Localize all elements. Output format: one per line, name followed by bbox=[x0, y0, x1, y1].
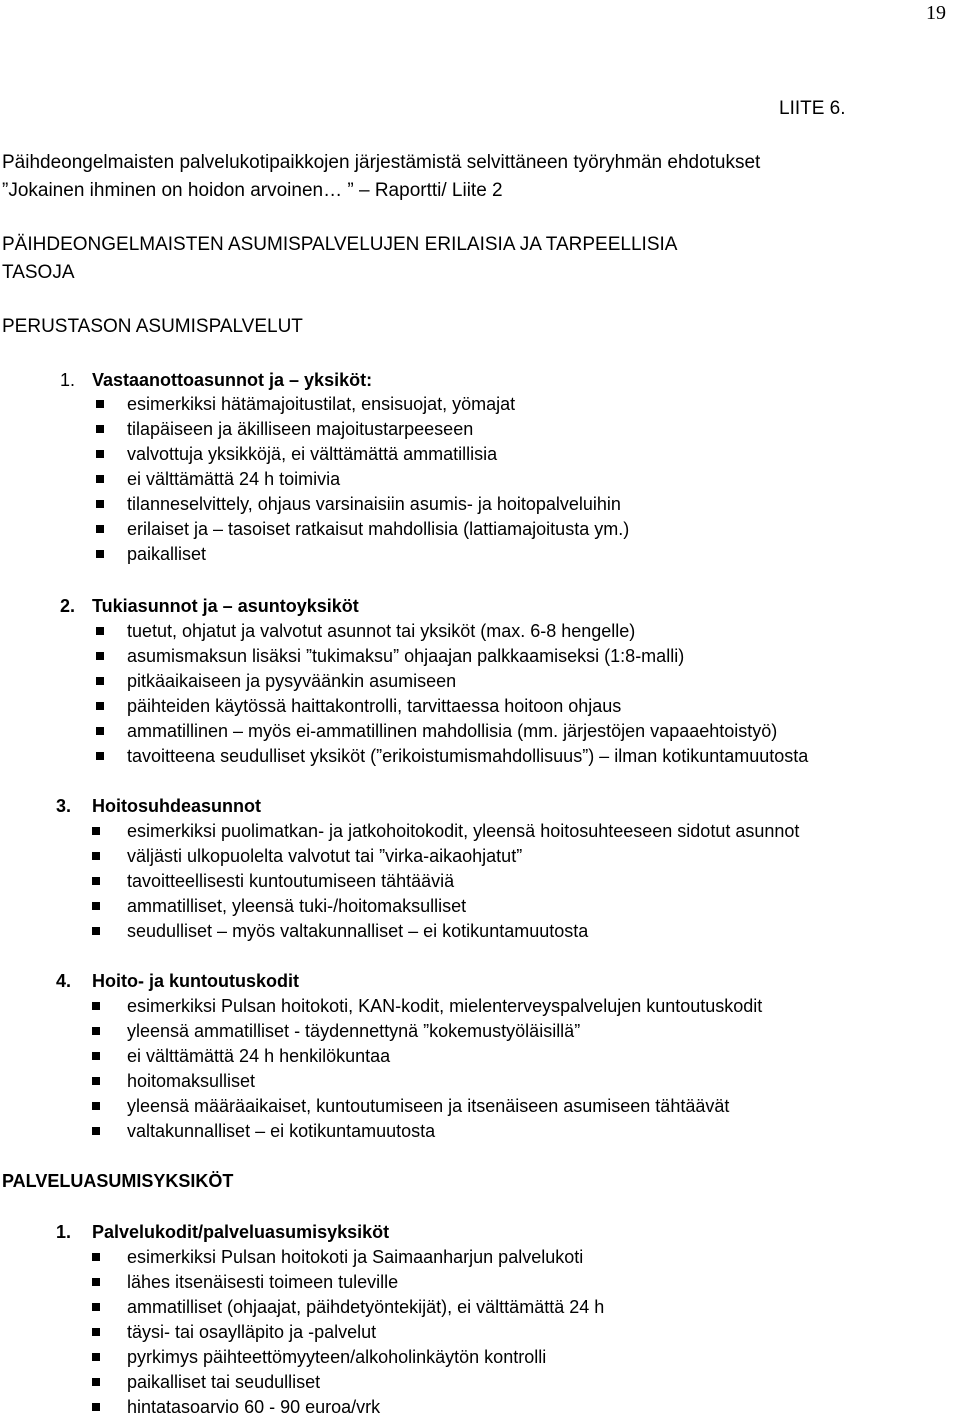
bullet-icon bbox=[96, 450, 104, 458]
bullet-icon bbox=[92, 1328, 100, 1336]
list-item: esimerkiksi Pulsan hoitokoti, KAN-kodit, mielenterveyspalvelujen kuntoutuskodit bbox=[127, 996, 763, 1016]
bullet-icon bbox=[92, 1378, 100, 1386]
item-1-number: 1. bbox=[60, 370, 76, 390]
bullet-icon bbox=[92, 1278, 100, 1286]
bullet-icon bbox=[96, 525, 104, 533]
list-item: yleensä määräaikaiset, kuntoutumiseen ja itsenäiseen asumiseen tähtäävät bbox=[127, 1096, 730, 1116]
section-heading-basic-housing: PERUSTASON ASUMISPALVELUT bbox=[2, 316, 303, 337]
bullet-icon bbox=[92, 1303, 100, 1311]
report-header-line-1: Päihdeongelmaisten palvelukotipaikkojen järjestämistä selvittäneen työryhmän ehdotukset bbox=[2, 152, 761, 173]
list-item: tilanneselvittely, ohjaus varsinaisiin asumis- ja hoitopalveluihin bbox=[127, 494, 621, 514]
bullet-icon bbox=[92, 1102, 100, 1110]
bullet-icon bbox=[92, 1052, 100, 1060]
bullet-icon bbox=[92, 1353, 100, 1361]
bullet-icon bbox=[96, 475, 104, 483]
list-item: hintatasoarvio 60 - 90 euroa/vrk bbox=[127, 1397, 381, 1417]
bullet-icon bbox=[92, 902, 100, 910]
bullet-icon bbox=[96, 400, 104, 408]
bullet-icon bbox=[92, 1027, 100, 1035]
list-item: paikalliset tai seudulliset bbox=[127, 1372, 321, 1392]
list-item: valtakunnalliset – ei kotikuntamuutosta bbox=[127, 1121, 436, 1141]
page-number: 19 bbox=[926, 2, 946, 24]
bullet-icon bbox=[96, 727, 104, 735]
list-item: pyrkimys päihteettömyyteen/alkoholinkäytön kontrolli bbox=[127, 1347, 547, 1367]
item-3-number: 3. bbox=[56, 796, 72, 816]
section-heading-service-housing: PALVELUASUMISYKSIKÖT bbox=[2, 1171, 234, 1191]
list-item: täysi- tai osaylläpito ja -palvelut bbox=[127, 1322, 377, 1342]
item-2-number: 2. bbox=[60, 596, 76, 616]
item-3-title: Hoitosuhdeasunnot bbox=[92, 796, 261, 816]
bullet-icon bbox=[92, 927, 100, 935]
list-item: esimerkiksi puolimatkan- ja jatkohoitokodit, yleensä hoitosuhteeseen sidotut asunnot bbox=[127, 821, 800, 841]
list-item: päihteiden käytössä haittakontrolli, tarvittaessa hoitoon ohjaus bbox=[127, 696, 622, 716]
list-item: ammatillinen – myös ei-ammatillinen mahdollisia (mm. järjestöjen vapaaehtoistyö) bbox=[127, 721, 778, 741]
bullet-icon bbox=[96, 500, 104, 508]
bullet-icon bbox=[96, 752, 104, 760]
item-2-title: Tukiasunnot ja – asuntoyksiköt bbox=[92, 596, 359, 616]
document-title-line-2: TASOJA bbox=[2, 262, 75, 283]
list-item: esimerkiksi hätämajoitustilat, ensisuojat, yömajat bbox=[127, 394, 516, 414]
bullet-icon bbox=[92, 1403, 100, 1411]
list-item: tilapäiseen ja äkilliseen majoitustarpeeseen bbox=[127, 419, 474, 439]
appendix-label: LIITE 6. bbox=[779, 98, 846, 119]
report-header-line-2: ”Jokainen ihminen on hoidon arvoinen… ” – Raportti/ Liite 2 bbox=[2, 180, 503, 201]
bullet-icon bbox=[96, 550, 104, 558]
bullet-icon bbox=[92, 1002, 100, 1010]
list-item: väljästi ulkopuolelta valvotut tai ”virka-aikaohjatut” bbox=[127, 846, 523, 866]
list-item: paikalliset bbox=[127, 544, 207, 564]
list-item: tavoitteellisesti kuntoutumiseen tähtääviä bbox=[127, 871, 455, 891]
service-item-1-number: 1. bbox=[56, 1222, 72, 1242]
bullet-icon bbox=[96, 652, 104, 660]
bullet-icon bbox=[96, 677, 104, 685]
bullet-icon bbox=[92, 1253, 100, 1261]
list-item: hoitomaksulliset bbox=[127, 1071, 256, 1091]
list-item: esimerkiksi Pulsan hoitokoti ja Saimaanharjun palvelukoti bbox=[127, 1247, 584, 1267]
item-4-title: Hoito- ja kuntoutuskodit bbox=[92, 971, 299, 991]
bullet-icon bbox=[96, 627, 104, 635]
service-item-1-title: Palvelukodit/palveluasumisyksiköt bbox=[92, 1222, 390, 1242]
bullet-icon bbox=[92, 877, 100, 885]
item-1-title: Vastaanottoasunnot ja – yksiköt: bbox=[92, 370, 373, 390]
list-item: ammatilliset (ohjaajat, päihdetyöntekijät), ei välttämättä 24 h bbox=[127, 1297, 605, 1317]
list-item: lähes itsenäisesti toimeen tuleville bbox=[127, 1272, 399, 1292]
list-item: seudulliset – myös valtakunnalliset – ei kotikuntamuutosta bbox=[127, 921, 589, 941]
list-item: ammatilliset, yleensä tuki-/hoitomaksulliset bbox=[127, 896, 467, 916]
item-4-number: 4. bbox=[56, 971, 72, 991]
list-item: asumismaksun lisäksi ”tukimaksu” ohjaajan palkkaamiseksi (1:8-malli) bbox=[127, 646, 685, 666]
list-item: erilaiset ja – tasoiset ratkaisut mahdollisia (lattiamajoitusta ym.) bbox=[127, 519, 630, 539]
bullet-icon bbox=[92, 1127, 100, 1135]
list-item: yleensä ammatilliset - täydennettynä ”kokemustyöläisillä” bbox=[127, 1021, 581, 1041]
bullet-icon bbox=[92, 827, 100, 835]
list-item: tuetut, ohjatut ja valvotut asunnot tai yksiköt (max. 6-8 hengelle) bbox=[127, 621, 636, 641]
list-item: ei välttämättä 24 h henkilökuntaa bbox=[127, 1046, 391, 1066]
bullet-icon bbox=[96, 702, 104, 710]
bullet-icon bbox=[96, 425, 104, 433]
list-item: valvottuja yksikköjä, ei välttämättä ammatillisia bbox=[127, 444, 498, 464]
document-title-line-1: PÄIHDEONGELMAISTEN ASUMISPALVELUJEN ERILAISIA JA TARPEELLISIA bbox=[2, 234, 678, 255]
list-item: tavoitteena seudulliset yksiköt (”erikoistumismahdollisuus”) – ilman kotikuntamuutosta bbox=[127, 746, 809, 766]
bullet-icon bbox=[92, 1077, 100, 1085]
list-item: ei välttämättä 24 h toimivia bbox=[127, 469, 341, 489]
list-item: pitkäaikaiseen ja pysyväänkin asumiseen bbox=[127, 671, 457, 691]
bullet-icon bbox=[92, 852, 100, 860]
